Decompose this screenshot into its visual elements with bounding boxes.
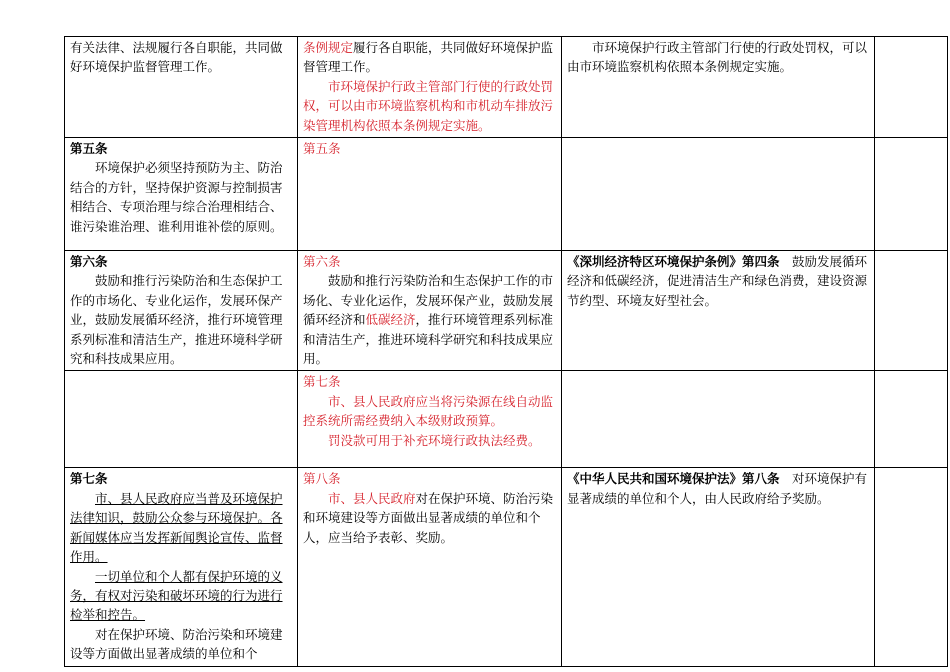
notes-cell — [875, 138, 948, 251]
reference-cell — [562, 468, 875, 666]
reference-cell — [562, 371, 875, 468]
revised-text: 对在保护环境、防治污染和环境建设等方面做出显著成绩的单位和个人，应当给予表彰、奖励。 — [303, 490, 554, 545]
article-title: 第五条 — [303, 141, 341, 157]
original-text-cell — [65, 138, 298, 251]
table-row — [65, 468, 948, 666]
revised-change: 条例规定 — [303, 40, 354, 55]
article-title: 第七条 — [303, 374, 341, 390]
reference-text: 市环境保护行政主管部门行使的行政处罚权，可以由市环境监察机构依照本条例规定实施。 — [567, 40, 868, 75]
article-title: 第七条 — [70, 471, 108, 487]
comparison-table — [64, 36, 948, 667]
original-text-cell — [65, 371, 298, 468]
revised-text-cell — [298, 138, 562, 251]
article-title: 第八条 — [303, 471, 341, 487]
revised-added-paragraph: 罚没款可用于补充环境行政执法经费。 — [328, 432, 541, 448]
original-text: 对在保护环境、防治污染和环境建设等方面做出显著成绩的单位和个 — [70, 626, 283, 662]
notes-cell — [875, 468, 948, 666]
reference-title: 《深圳经济特区环境保护条例》第四条 — [567, 254, 780, 270]
original-text: 鼓励和推行污染防治和生态保护工作的市场化、专业化运作，发展环保产业，鼓励发展循环经济，推行环境管理系列标准和清洁生产，推进环境科学研究和科技成果应用。 — [70, 273, 283, 367]
table-row — [65, 138, 948, 251]
original-text: 环境保护必须坚持预防为主、防治结合的方针，坚持保护资源与控制损害相结合、专项治理与综合治理相结合、谁污染谁治理、谁利用谁补偿的原则。 — [70, 160, 283, 234]
revised-text: ，推行环境管理系列标准和清洁生产，推进环境科学研究和科技成果应用。 — [303, 312, 554, 367]
article-title: 第六条 — [70, 254, 108, 270]
revised-text-cell — [298, 251, 562, 371]
original-text-cell — [65, 251, 298, 371]
table-row — [65, 371, 948, 468]
revised-change: 低碳经济 — [365, 312, 416, 328]
notes-cell — [875, 371, 948, 468]
revised-text: 鼓励和推行污染防治和生态保护工作的市场化、专业化运作，发展环保产业，鼓励发展循环经济和 — [303, 273, 554, 328]
reference-title: 《中华人民共和国环境保护法》第八条 — [567, 471, 780, 487]
original-text: 有关法律、法规履行各自职能，共同做好环境保护监督管理工作。 — [70, 40, 283, 75]
table-row — [65, 37, 948, 138]
reference-cell — [562, 37, 875, 138]
revised-text-cell — [298, 37, 562, 138]
reference-text: 鼓励发展循环经济和低碳经济，促进清洁生产和绿色消费，建设资源节约型、环境友好型社会。 — [567, 254, 868, 308]
revised-text-cell — [298, 468, 562, 666]
original-text-underlined: 市、县人民政府应当普及环境保护法律知识，鼓励公众参与环境保护。各新闻媒体应当发挥新闻舆论宣传、监督作用。 — [70, 490, 283, 565]
notes-cell — [875, 251, 948, 371]
original-text-cell — [65, 468, 298, 666]
revised-added-paragraph: 市环境保护行政主管部门行使的行政处罚权，可以由市环境监察机构和市机动车排放污染管理机构依照本条例规定实施。 — [303, 78, 554, 133]
article-title: 第六条 — [303, 254, 341, 270]
reference-text: 对环境保护有显著成绩的单位和个人，由人民政府给予奖励。 — [567, 471, 868, 506]
revised-text: 履行各自职能，共同做好环境保护监督管理工作。 — [303, 40, 554, 75]
revised-change: 市、县人民政府 — [328, 490, 416, 506]
original-text-underlined: 一切单位和个人都有保护环境的义务，有权对污染和破坏环境的行为进行检举和控告。 — [70, 568, 283, 623]
table-row — [65, 251, 948, 371]
revised-text-cell — [298, 371, 562, 468]
reference-cell — [562, 251, 875, 371]
notes-cell — [875, 37, 948, 138]
original-text-cell — [65, 37, 298, 138]
revised-added-paragraph: 市、县人民政府应当将污染源在线自动监控系统所需经费纳入本级财政预算。 — [303, 393, 554, 429]
article-title: 第五条 — [70, 141, 108, 157]
reference-cell — [562, 138, 875, 251]
